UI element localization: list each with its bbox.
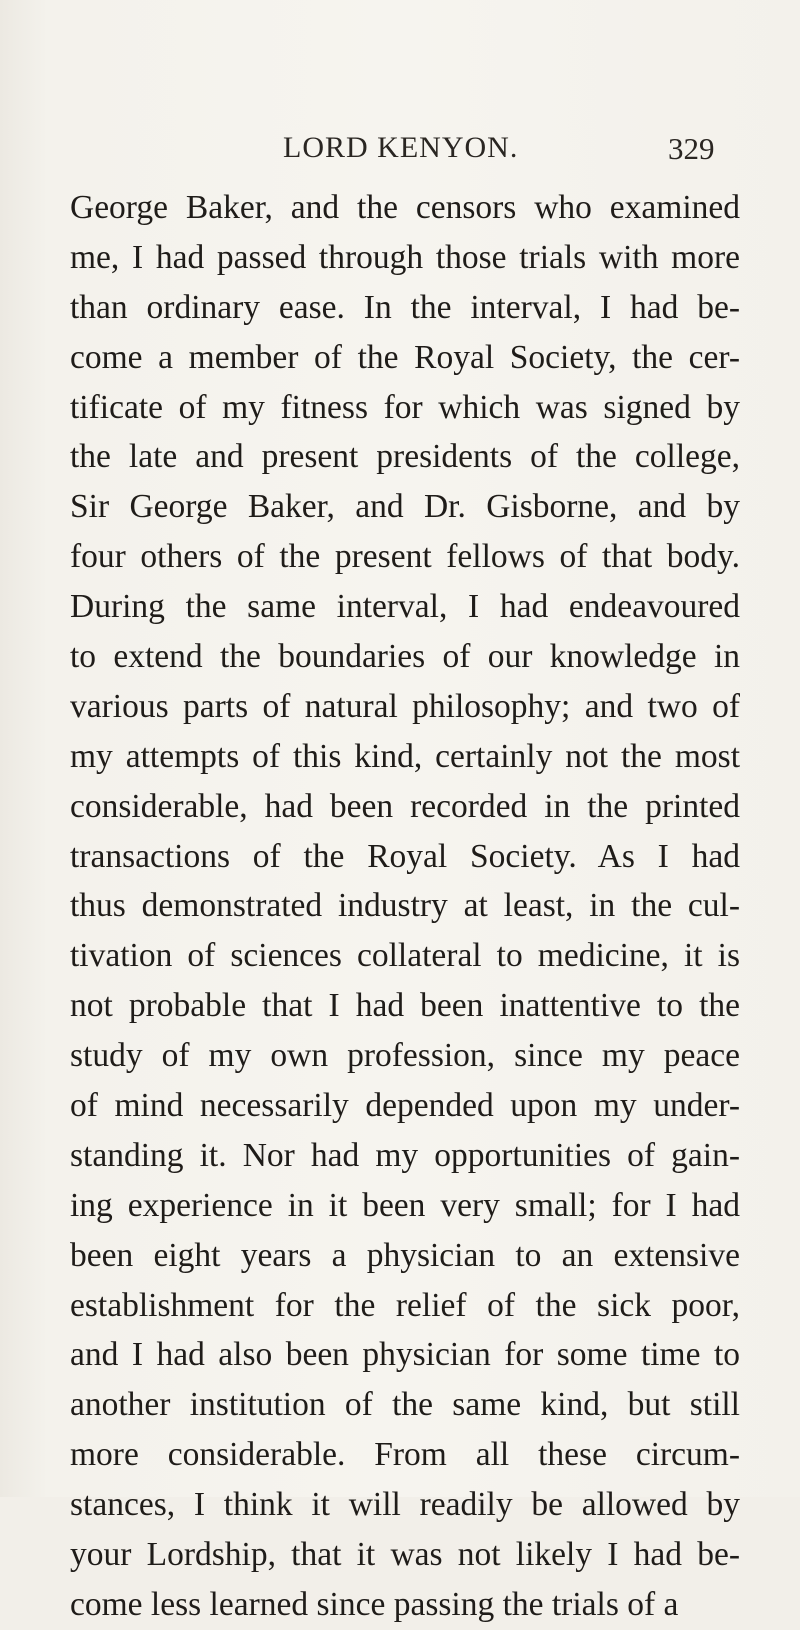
text-line: the late and present presidents of the college, bbox=[70, 438, 740, 476]
text-line: establishment for the relief of the sick poor, bbox=[70, 1286, 740, 1324]
text-line: of mind necessarily depended upon my under- bbox=[70, 1087, 740, 1125]
text-line: During the same interval, I had endeavoured bbox=[70, 588, 740, 626]
text-line: my attempts of this kind, certainly not the most bbox=[70, 737, 740, 775]
text-line: George Baker, and the censors who examined bbox=[70, 189, 740, 226]
text-line: more considerable. From all these circum- bbox=[70, 1436, 740, 1474]
text-line: ing experience in it been very small; for I had bbox=[70, 1186, 740, 1224]
running-head-title: LORD KENYON. bbox=[283, 131, 519, 164]
text-line: your Lordship, that it was not likely I had be- bbox=[70, 1536, 740, 1574]
text-line: tificate of my fitness for which was signed by bbox=[70, 388, 740, 426]
text-line: transactions of the Royal Society. As I had bbox=[70, 837, 740, 875]
text-line: four others of the present fellows of that body. bbox=[70, 538, 740, 576]
body-text bbox=[70, 183, 740, 1630]
page-number: 329 bbox=[668, 131, 715, 166]
text-line: not probable that I had been inattentive to the bbox=[70, 987, 740, 1025]
text-line: thus demonstrated industry at least, in the cul- bbox=[70, 887, 740, 925]
text-line: to extend the boundaries of our knowledge in bbox=[70, 638, 740, 676]
text-line: been eight years a physician to an extensive bbox=[70, 1236, 740, 1274]
text-line: considerable, had been recorded in the printed bbox=[70, 787, 740, 825]
text-line: me, I had passed through those trials with more bbox=[70, 238, 740, 276]
running-head bbox=[0, 131, 800, 171]
text-line: come less learned since passing the trials of a bbox=[70, 1585, 679, 1623]
text-line: various parts of natural philosophy; and two of bbox=[70, 687, 740, 725]
text-line: and I had also been physician for some time to bbox=[70, 1336, 740, 1374]
text-line: Sir George Baker, and Dr. Gisborne, and by bbox=[70, 488, 740, 526]
text-line: study of my own profession, since my peace bbox=[70, 1037, 740, 1075]
text-line: standing it. Nor had my opportunities of gain- bbox=[70, 1136, 740, 1174]
text-line: tivation of sciences collateral to medicine, it is bbox=[70, 937, 740, 975]
text-line: come a member of the Royal Society, the cer- bbox=[70, 338, 740, 376]
text-line: than ordinary ease. In the interval, I had be- bbox=[70, 288, 740, 326]
text-line: stances, I think it will readily be allowed by bbox=[70, 1486, 740, 1524]
text-line: another institution of the same kind, but still bbox=[70, 1386, 740, 1424]
